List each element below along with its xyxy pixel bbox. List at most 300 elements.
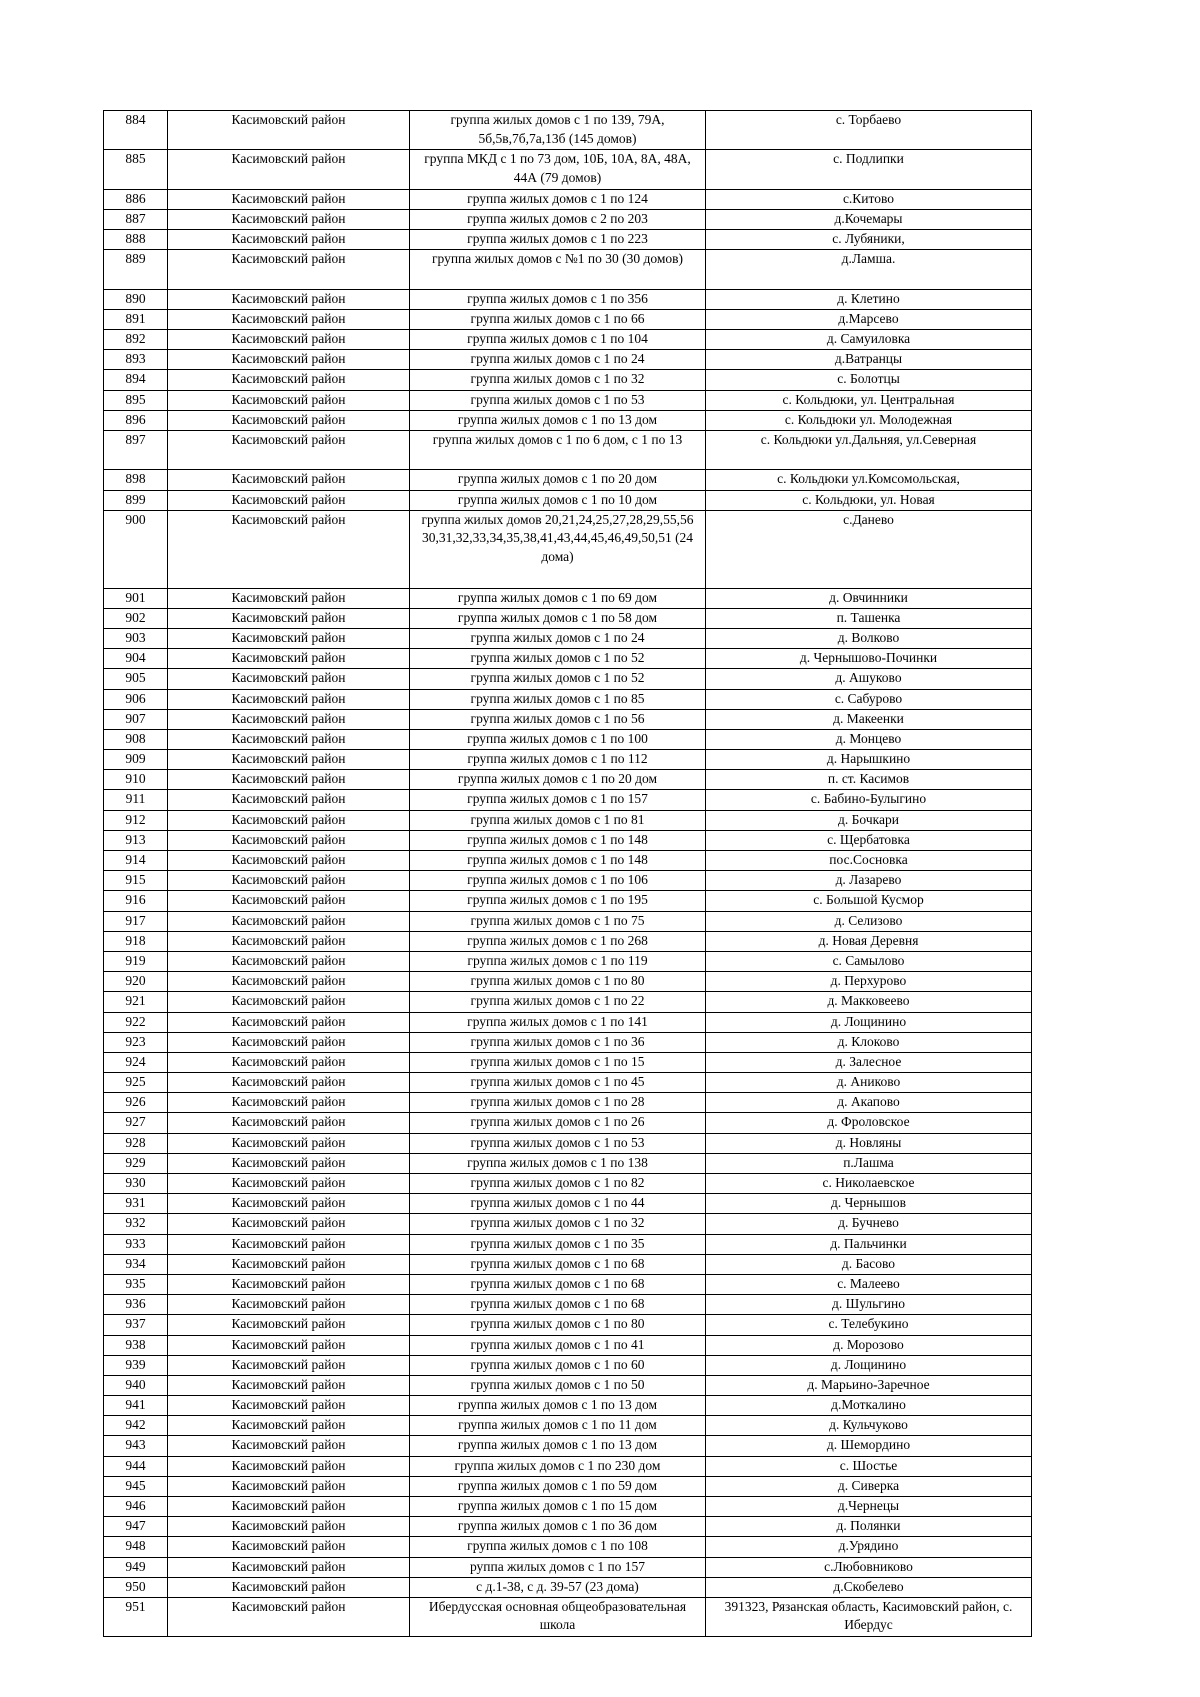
table-row [104,1315,1032,1335]
row-number: 933 [104,1234,168,1254]
row-district: Касимовский район [168,250,410,289]
table-row [104,250,1032,289]
row-number: 951 [104,1597,168,1636]
row-number: 915 [104,871,168,891]
row-object: группа жилых домов с 1 по 230 дом [410,1456,706,1476]
row-location: с.Любовниково [706,1557,1032,1577]
row-district: Касимовский район [168,1234,410,1254]
row-district: Касимовский район [168,628,410,648]
row-district: Касимовский район [168,209,410,229]
row-object: группа жилых домов с 1 по 75 [410,911,706,931]
row-number: 899 [104,490,168,510]
row-district: Касимовский район [168,951,410,971]
row-district: Касимовский район [168,1476,410,1496]
row-object: группа жилых домов с 1 по 68 [410,1274,706,1294]
row-district: Касимовский район [168,1113,410,1133]
table-row [104,1254,1032,1274]
row-district: Касимовский район [168,1052,410,1072]
row-number: 925 [104,1073,168,1093]
row-location: д. Лощинино [706,1012,1032,1032]
row-object: группа жилых домов с 1 по 10 дом [410,490,706,510]
row-district: Касимовский район [168,1537,410,1557]
row-location: д.Урядино [706,1537,1032,1557]
row-object: Ибердусская основная общеобразовательная школа [410,1597,706,1636]
row-number: 894 [104,370,168,390]
row-location: 391323, Рязанская область, Касимовский район, с. Ибердус [706,1597,1032,1636]
table-row [104,992,1032,1012]
row-location: д. Овчинники [706,588,1032,608]
row-object: группа жилых домов с 1 по 44 [410,1194,706,1214]
table-row [104,150,1032,189]
row-location: д. Кульчуково [706,1416,1032,1436]
row-location: с.Данево [706,510,1032,588]
row-number: 938 [104,1335,168,1355]
row-location: д. Клетино [706,289,1032,309]
row-number: 916 [104,891,168,911]
row-object: группа жилых домов с 1 по 148 [410,851,706,871]
table-row [104,1295,1032,1315]
table-row [104,1052,1032,1072]
table-row [104,350,1032,370]
row-location: д.Ватранцы [706,350,1032,370]
row-object: группа жилых домов с 1 по 41 [410,1335,706,1355]
table-row [104,490,1032,510]
table-row [104,871,1032,891]
row-number: 942 [104,1416,168,1436]
row-location: д.Скобелево [706,1577,1032,1597]
row-district: Касимовский район [168,1032,410,1052]
row-location: д. Бочкари [706,810,1032,830]
row-object: группа жилых домов с 1 по 80 [410,1315,706,1335]
row-number: 928 [104,1133,168,1153]
row-object: группа жилых домов с 1 по 13 дом [410,410,706,430]
row-location: с.Китово [706,189,1032,209]
row-object: группа МКД с 1 по 73 дом, 10Б, 10А, 8А, 48А, 44А (79 домов) [410,150,706,189]
row-number: 912 [104,810,168,830]
table-row [104,1073,1032,1093]
row-object: группа жилых домов с 1 по 24 [410,350,706,370]
row-district: Касимовский район [168,669,410,689]
table-row [104,790,1032,810]
table-row [104,1214,1032,1234]
row-object: группа жилых домов с 1 по 148 [410,830,706,850]
row-number: 945 [104,1476,168,1496]
row-object: группа жилых домов с 1 по 45 [410,1073,706,1093]
table-row [104,972,1032,992]
row-district: Касимовский район [168,851,410,871]
row-district: Касимовский район [168,588,410,608]
row-number: 946 [104,1497,168,1517]
row-district: Касимовский район [168,289,410,309]
row-location: д. Басово [706,1254,1032,1274]
row-location: д. Макеенки [706,709,1032,729]
row-location: с. Николаевское [706,1174,1032,1194]
table-row [104,1355,1032,1375]
table-row [104,689,1032,709]
row-number: 937 [104,1315,168,1335]
row-number: 904 [104,649,168,669]
row-object: группа жилых домов с 1 по 157 [410,790,706,810]
row-number: 950 [104,1577,168,1597]
row-location: д. Волково [706,628,1032,648]
row-district: Касимовский район [168,871,410,891]
row-location: с. Бабино-Булыгино [706,790,1032,810]
table-row [104,851,1032,871]
row-district: Касимовский район [168,189,410,209]
row-location: с. Большой Кусмор [706,891,1032,911]
row-number: 889 [104,250,168,289]
row-location: с. Торбаево [706,111,1032,150]
row-location: д. Клоково [706,1032,1032,1052]
row-district: Касимовский район [168,649,410,669]
table-row [104,309,1032,329]
row-number: 895 [104,390,168,410]
row-location: д. Макковеево [706,992,1032,1012]
row-district: Касимовский район [168,150,410,189]
row-location: д. Пальчинки [706,1234,1032,1254]
row-district: Касимовский район [168,750,410,770]
row-number: 934 [104,1254,168,1274]
row-location: д.Ламша. [706,250,1032,289]
row-number: 941 [104,1396,168,1416]
row-object: группа жилых домов с 1 по 68 [410,1254,706,1274]
row-location: с. Кольдюки, ул. Центральная [706,390,1032,410]
table-row [104,1234,1032,1254]
row-district: Касимовский район [168,230,410,250]
row-object: группа жилых домов с 1 по 50 [410,1375,706,1395]
table-row [104,770,1032,790]
table-row [104,951,1032,971]
table-row [104,1557,1032,1577]
table-row [104,470,1032,490]
row-object: группа жилых домов с 1 по 80 [410,972,706,992]
table-row [104,1093,1032,1113]
row-object: группа жилых домов с 1 по 66 [410,309,706,329]
row-district: Касимовский район [168,992,410,1012]
row-district: Касимовский район [168,410,410,430]
row-district: Касимовский район [168,1416,410,1436]
row-object: группа жилых домов с 1 по 53 [410,1133,706,1153]
row-district: Касимовский район [168,1133,410,1153]
row-object: группа жилых домов с 1 по 141 [410,1012,706,1032]
row-district: Касимовский район [168,931,410,951]
table-row [104,1274,1032,1294]
row-object: группа жилых домов с 1 по 53 [410,390,706,410]
row-district: Касимовский район [168,1517,410,1537]
table-row [104,931,1032,951]
row-district: Касимовский район [168,1315,410,1335]
row-location: д. Чернышов [706,1194,1032,1214]
row-district: Касимовский район [168,1335,410,1355]
row-number: 905 [104,669,168,689]
table-row [104,1133,1032,1153]
table-row [104,891,1032,911]
row-location: д. Селизово [706,911,1032,931]
table-row [104,1436,1032,1456]
row-district: Касимовский район [168,1456,410,1476]
row-number: 893 [104,350,168,370]
table-row [104,1032,1032,1052]
row-number: 924 [104,1052,168,1072]
table-row [104,1335,1032,1355]
row-object: группа жилых домов с 1 по 223 [410,230,706,250]
row-district: Касимовский район [168,1254,410,1274]
row-number: 918 [104,931,168,951]
row-number: 929 [104,1153,168,1173]
table-row [104,209,1032,229]
row-number: 891 [104,309,168,329]
row-number: 920 [104,972,168,992]
row-location: д. Сиверка [706,1476,1032,1496]
row-location: д. Монцево [706,729,1032,749]
table-row [104,628,1032,648]
row-object: группа жилых домов с 1 по 106 [410,871,706,891]
row-object: группа жилых домов с 1 по 81 [410,810,706,830]
table-row [104,1416,1032,1436]
row-location: д. Чернышово-Починки [706,649,1032,669]
row-number: 902 [104,608,168,628]
row-number: 926 [104,1093,168,1113]
table-row [104,830,1032,850]
row-district: Касимовский район [168,1214,410,1234]
row-object: группа жилых домов с 1 по 59 дом [410,1476,706,1496]
table-row [104,588,1032,608]
table-row [104,669,1032,689]
row-object: группа жилых домов с 1 по 28 [410,1093,706,1113]
row-number: 892 [104,330,168,350]
row-object: группа жилых домов с 1 по 58 дом [410,608,706,628]
row-number: 921 [104,992,168,1012]
row-number: 911 [104,790,168,810]
row-district: Касимовский район [168,1597,410,1636]
row-location: с. Кольдюки ул. Молодежная [706,410,1032,430]
table-row [104,1517,1032,1537]
row-district: Касимовский район [168,1497,410,1517]
row-number: 919 [104,951,168,971]
row-district: Касимовский район [168,709,410,729]
row-district: Касимовский район [168,1093,410,1113]
row-location: с. Кольдюки ул.Дальняя, ул.Северная [706,431,1032,470]
row-number: 949 [104,1557,168,1577]
row-location: д. Лощинино [706,1355,1032,1375]
row-object: группа жилых домов с 1 по 20 дом [410,770,706,790]
row-location: д.Чернецы [706,1497,1032,1517]
row-district: Касимовский район [168,330,410,350]
row-object: группа жилых домов с 1 по 139, 79А, 5б,5в,7б,7а,13б (145 домов) [410,111,706,150]
row-number: 887 [104,209,168,229]
row-number: 884 [104,111,168,150]
row-district: Касимовский район [168,309,410,329]
table-row [104,410,1032,430]
row-object: группа жилых домов с 2 по 203 [410,209,706,229]
row-location: д. Самуиловка [706,330,1032,350]
row-district: Касимовский район [168,390,410,410]
row-location: д.Марсево [706,309,1032,329]
row-location: п. ст. Касимов [706,770,1032,790]
row-number: 935 [104,1274,168,1294]
row-district: Касимовский район [168,1153,410,1173]
table-row [104,1174,1032,1194]
row-number: 914 [104,851,168,871]
row-location: с. Щербатовка [706,830,1032,850]
row-number: 930 [104,1174,168,1194]
row-location: п. Ташенка [706,608,1032,628]
settlements-table [103,110,1032,1637]
table-row [104,431,1032,470]
row-district: Касимовский район [168,1436,410,1456]
row-district: Касимовский район [168,891,410,911]
row-location: д. Перхурово [706,972,1032,992]
table-row [104,1456,1032,1476]
table-row [104,230,1032,250]
row-number: 939 [104,1355,168,1375]
table-body [104,111,1032,1637]
row-number: 944 [104,1456,168,1476]
row-location: с. Шостье [706,1456,1032,1476]
row-location: д. Полянки [706,1517,1032,1537]
row-number: 931 [104,1194,168,1214]
row-object: с д.1-38, с д. 39-57 (23 дома) [410,1577,706,1597]
row-object: группа жилых домов с 1 по 195 [410,891,706,911]
row-district: Касимовский район [168,431,410,470]
row-district: Касимовский район [168,689,410,709]
row-district: Касимовский район [168,1295,410,1315]
row-location: пос.Сосновка [706,851,1032,871]
row-district: Касимовский район [168,790,410,810]
row-object: группа жилых домов с №1 по 30 (30 домов) [410,250,706,289]
row-object: группа жилых домов с 1 по 52 [410,649,706,669]
row-object: группа жилых домов с 1 по 15 [410,1052,706,1072]
table-row [104,649,1032,669]
row-object: группа жилых домов с 1 по 119 [410,951,706,971]
row-location: д. Марьино-Заречное [706,1375,1032,1395]
row-location: д. Фроловское [706,1113,1032,1133]
row-number: 906 [104,689,168,709]
table-row [104,370,1032,390]
row-object: группа жилых домов с 1 по 11 дом [410,1416,706,1436]
row-object: группа жилых домов с 1 по 13 дом [410,1436,706,1456]
table-row [104,1497,1032,1517]
row-number: 888 [104,230,168,250]
row-object: группа жилых домов с 1 по 356 [410,289,706,309]
row-location: д. Морозово [706,1335,1032,1355]
row-number: 943 [104,1436,168,1456]
row-district: Касимовский район [168,1396,410,1416]
table-row [104,1113,1032,1133]
row-number: 922 [104,1012,168,1032]
row-object: группа жилых домов с 1 по 32 [410,370,706,390]
table-row [104,608,1032,628]
row-object: группа жилых домов с 1 по 112 [410,750,706,770]
row-district: Касимовский район [168,1194,410,1214]
table-row [104,1153,1032,1173]
table-row [104,330,1032,350]
row-number: 896 [104,410,168,430]
row-object: группа жилых домов с 1 по 52 [410,669,706,689]
row-location: с. Малеево [706,1274,1032,1294]
row-object: группа жилых домов с 1 по 104 [410,330,706,350]
row-location: д. Акапово [706,1093,1032,1113]
row-location: с. Кольдюки, ул. Новая [706,490,1032,510]
row-object: группа жилых домов с 1 по 108 [410,1537,706,1557]
row-location: д. Лазарево [706,871,1032,891]
row-number: 910 [104,770,168,790]
row-number: 885 [104,150,168,189]
row-district: Касимовский район [168,911,410,931]
row-district: Касимовский район [168,1274,410,1294]
row-location: с. Болотцы [706,370,1032,390]
row-location: д. Шемордино [706,1436,1032,1456]
row-object: группа жилых домов с 1 по 56 [410,709,706,729]
row-district: Касимовский район [168,470,410,490]
row-object: группа жилых домов 20,21,24,25,27,28,29,55,56 30,31,32,33,34,35,38,41,43,44,45,46,49,50,51 (24 дома) [410,510,706,588]
row-number: 947 [104,1517,168,1537]
row-number: 907 [104,709,168,729]
row-district: Касимовский район [168,1012,410,1032]
row-number: 923 [104,1032,168,1052]
row-number: 900 [104,510,168,588]
row-number: 903 [104,628,168,648]
table-row [104,709,1032,729]
row-object: группа жилых домов с 1 по 20 дом [410,470,706,490]
row-district: Касимовский район [168,490,410,510]
row-location: с. Самылово [706,951,1032,971]
table-row [104,189,1032,209]
table-row [104,1597,1032,1636]
table-row [104,729,1032,749]
table-row [104,390,1032,410]
row-district: Касимовский район [168,972,410,992]
table-row [104,911,1032,931]
row-number: 948 [104,1537,168,1557]
row-location: с. Сабурово [706,689,1032,709]
row-object: группа жилых домов с 1 по 100 [410,729,706,749]
row-district: Касимовский район [168,1557,410,1577]
row-district: Касимовский район [168,111,410,150]
row-location: д. Новая Деревня [706,931,1032,951]
row-district: Касимовский район [168,810,410,830]
row-district: Касимовский район [168,1375,410,1395]
table-row [104,1012,1032,1032]
row-district: Касимовский район [168,608,410,628]
row-district: Касимовский район [168,729,410,749]
table-row [104,1537,1032,1557]
row-district: Касимовский район [168,370,410,390]
row-location: д. Ашуково [706,669,1032,689]
row-object: группа жилых домов с 1 по 268 [410,931,706,951]
row-object: группа жилых домов с 1 по 36 [410,1032,706,1052]
row-object: группа жилых домов с 1 по 85 [410,689,706,709]
row-district: Касимовский район [168,350,410,370]
row-object: группа жилых домов с 1 по 13 дом [410,1396,706,1416]
row-object: группа жилых домов с 1 по 24 [410,628,706,648]
table-row [104,810,1032,830]
table-row [104,289,1032,309]
row-number: 917 [104,911,168,931]
row-location: д.Моткалино [706,1396,1032,1416]
row-object: группа жилых домов с 1 по 35 [410,1234,706,1254]
table-row [104,1375,1032,1395]
row-district: Касимовский район [168,1073,410,1093]
row-location: д. Залесное [706,1052,1032,1072]
row-location: д. Аниково [706,1073,1032,1093]
row-object: группа жилых домов с 1 по 22 [410,992,706,1012]
row-district: Касимовский район [168,510,410,588]
row-district: Касимовский район [168,770,410,790]
row-number: 940 [104,1375,168,1395]
row-number: 890 [104,289,168,309]
table-row [104,1396,1032,1416]
